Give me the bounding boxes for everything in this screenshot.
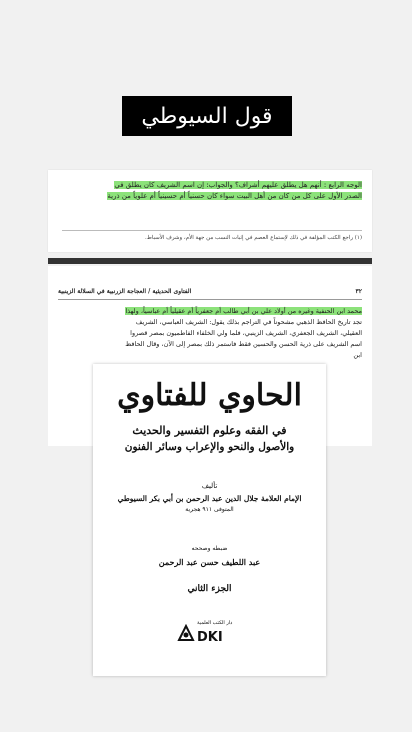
book-page-excerpt-1 [48,170,372,252]
title-text: قول السيوطي [141,103,273,129]
page-separator [48,258,372,264]
cover-volume: الجزء الثاني [187,584,232,594]
book-cover [93,364,326,676]
cover-subtitle-1: في الفقه وعلوم التفسير والحديث [132,424,287,437]
page2-line-1: محمد ابن الحنفية وغيره من أولاد علي بن أبي طالب أم جعفرياً أم عقيلياً أم عباسياً، ولهذا [125,307,362,315]
page2-number: ٣٢ [355,288,362,295]
publisher-initials: DKI [197,630,223,645]
page2-line-3: العقيلي، الشريف الجعفري، الشريف الزينبي، فلما ولي الخلفاء الفاطميون بمصر قصروا [130,329,362,337]
page2-running-title: الفتاوى الحديثية / العجاجة الزرنبية في السلالة الزينبية [58,288,192,295]
cover-death-date: المتوفى ٩١١ هجرية [185,506,234,513]
cover-editor: عبد اللطيف حسن عبد الرحمن [158,557,261,567]
page1-footnote: (١) راجع الكتب المؤلفة في ذلك لإستماع العصم في إثبات النسب من جهة الأم، وشرف الأسباط. [62,230,362,244]
cover-author-label: تأليف [201,482,218,490]
page1-line-1: الوجه الرابع : أنهم هل يطلق عليهم أشراف؟ والجواب: إن اسم الشريف كان يطلق في [114,181,362,189]
cover-title: الحاوي للفتاوي [117,378,302,413]
publisher-logo [177,614,241,662]
page2-header [58,286,362,300]
cover-author: الإمام العلامة جلال الدين عبد الرحمن بن أبي بكر السيوطي [117,494,302,503]
cover-editor-label: ضبطه وصححه [191,545,228,552]
page2-line-4: اسم الشريف على ذرية الحسن والحسين فقط فاستمر ذلك بمصر إلى الآن، وقال الحافظ [125,340,362,348]
publisher-name-arabic: دار الكتب العلمية [197,620,233,626]
video-title-caption [122,96,292,136]
page2-line-2: تجد تاريخ الحافظ الذهبي مشحوناً في التراجم بذلك يقول: الشريف العباسي، الشريف [135,318,362,326]
page2-line-5: ابن [353,351,362,359]
cover-subtitle-2: والأصول والنحو والإعراب وسائر الفنون [124,441,295,453]
publisher-emblem-icon [177,624,195,642]
page1-line-2: الصدر الأول على كل من كان من أهل البيت سواء كان حسنياً أم حسينياً أم علوياً من ذرية [107,192,362,200]
